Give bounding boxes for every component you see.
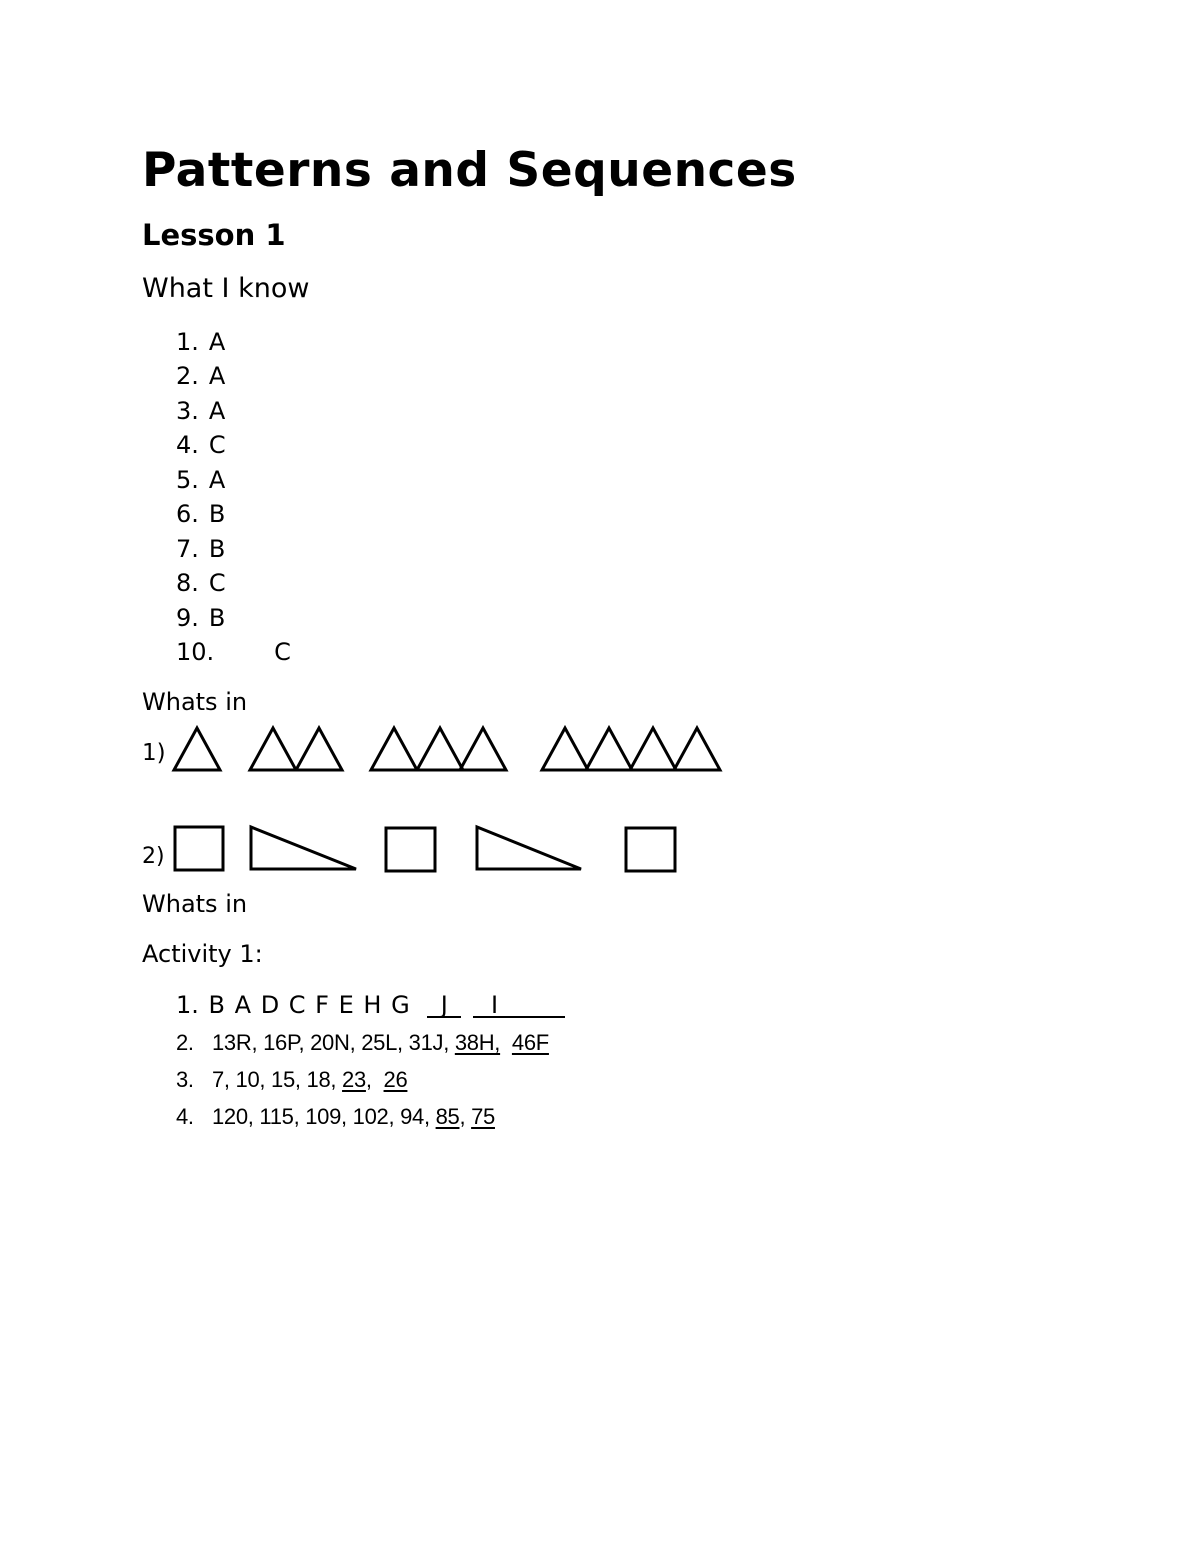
triangle-shape — [542, 728, 588, 770]
answer-item: 1. A — [176, 328, 226, 356]
answer-item: 7. B — [176, 535, 226, 563]
triangle-shape — [174, 728, 220, 770]
answer-item: 10. C — [176, 638, 291, 666]
lesson-heading: Lesson 1 — [142, 218, 286, 252]
answer-item: 3. A — [176, 397, 226, 425]
whats-in-heading-2: Whats in — [142, 890, 248, 918]
square-shape — [175, 827, 223, 870]
right-triangle-shape — [477, 827, 581, 869]
square-shape — [386, 828, 435, 871]
activity-item: 1. B A D C F E H G J I — [176, 991, 565, 1019]
activity-item: 3. 7, 10, 15, 18, 23, 26 — [176, 1067, 408, 1092]
answer-item: 9. B — [176, 604, 226, 632]
pattern-2-label: 2) — [142, 844, 165, 869]
right-triangle-shape — [251, 827, 356, 869]
whats-in-heading: Whats in — [142, 688, 248, 716]
triangle-shape — [586, 728, 632, 770]
activity-item: 4. 120, 115, 109, 102, 94, 85, 75 — [176, 1104, 495, 1129]
answer-item: 6. B — [176, 500, 226, 528]
page-title: Patterns and Sequences — [142, 143, 797, 198]
answer-item: 2. A — [176, 362, 226, 390]
answer-item: 4. C — [176, 431, 226, 459]
what-i-know-heading: What I know — [142, 273, 310, 304]
triangle-shape — [630, 728, 676, 770]
pattern-1-label: 1) — [142, 740, 166, 766]
square-shape — [626, 828, 675, 871]
triangle-shape — [674, 728, 720, 770]
triangle-shape — [371, 728, 417, 770]
answer-item: 5. A — [176, 466, 226, 494]
triangle-shape — [250, 728, 296, 770]
answer-item: 8. C — [176, 569, 226, 597]
triangle-shape — [460, 728, 506, 770]
activity-item: 2. 13R, 16P, 20N, 25L, 31J, 38H, 46F — [176, 1030, 549, 1055]
triangle-shape — [296, 728, 342, 770]
triangle-shape — [417, 728, 463, 770]
activity-heading: Activity 1: — [142, 940, 263, 968]
